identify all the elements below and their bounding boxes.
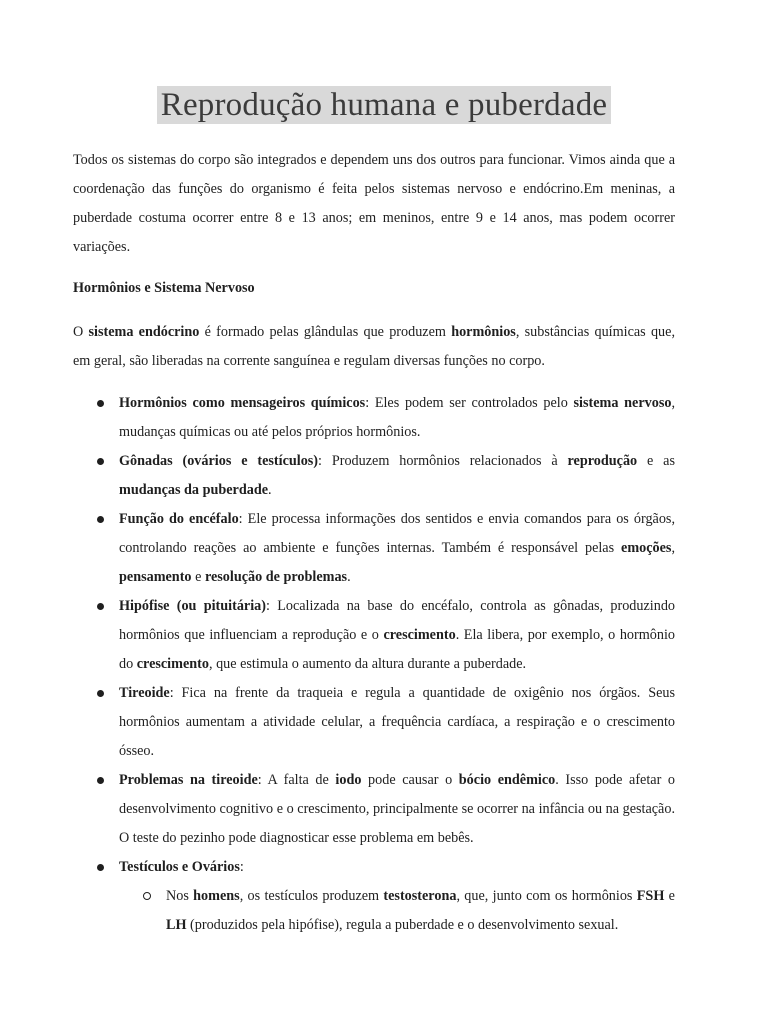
list-item bbox=[73, 447, 675, 505]
list-item bbox=[73, 592, 675, 679]
list-item bbox=[73, 505, 675, 592]
text-run: , os testículos produzem bbox=[239, 888, 384, 904]
list-item bbox=[73, 389, 675, 447]
sub-list bbox=[119, 882, 675, 940]
bold-run: testosterona bbox=[383, 888, 457, 904]
bold-run: sistema endócrino bbox=[88, 324, 200, 340]
bold-run: crescimento bbox=[136, 656, 209, 672]
hollow-bullet-icon bbox=[143, 892, 151, 900]
list-item bbox=[73, 853, 675, 940]
text-run: e bbox=[664, 888, 675, 904]
text-run: (produzidos pela hipófise), regula a puberdade e o desenvolvimento sexual. bbox=[186, 917, 619, 933]
bold-run: homens bbox=[193, 888, 240, 904]
sub-list-item bbox=[119, 882, 675, 940]
text-run: : Fica na frente da traqueia e regula a quantidade de oxigênio nos órgãos. Seus hormônios aumentam a atividade celular, a frequência cardíaca, a respiração e o crescimento ósseo. bbox=[119, 685, 675, 759]
bullet-list bbox=[73, 389, 675, 940]
bold-run: FSH bbox=[636, 888, 665, 904]
text-run: : Eles podem ser controlados pelo bbox=[365, 395, 574, 411]
text-run: é formado pelas glândulas que produzem bbox=[199, 324, 452, 340]
section-heading: Hormônios e Sistema Nervoso bbox=[73, 280, 255, 296]
bullet-icon bbox=[97, 400, 104, 407]
bold-run: sistema nervoso bbox=[573, 395, 672, 411]
text-run: pode causar o bbox=[361, 772, 459, 788]
bullet-icon bbox=[97, 864, 104, 871]
text-run: . bbox=[268, 482, 272, 498]
list-item bbox=[73, 679, 675, 766]
bold-run: Gônadas (ovários e testículos) bbox=[119, 453, 319, 469]
list-item bbox=[73, 766, 675, 853]
text-run: , bbox=[671, 540, 675, 556]
title-container bbox=[0, 86, 768, 124]
text-run: . Ela libera, por exemplo, o hormônio do bbox=[119, 627, 675, 672]
intro-paragraph: Todos os sistemas do corpo são integrados e dependem uns dos outros para funcionar. Vimos ainda que a coordenação das funções do organismo é feita pelos sistemas nervoso e endócrino.Em meninas, a puberdade costuma ocorrer entre 8 e 13 anos; em meninos, entre 9 e 14 anos, mas podem ocorrer variações. bbox=[73, 152, 675, 255]
text-run: e bbox=[191, 569, 205, 585]
text-run: : bbox=[239, 859, 244, 875]
bold-run: reprodução bbox=[567, 453, 638, 469]
text-run: , que, junto com os hormônios bbox=[456, 888, 637, 904]
bold-run: mudanças da puberdade bbox=[119, 482, 269, 498]
bullet-icon bbox=[97, 690, 104, 697]
bullet-icon bbox=[97, 603, 104, 610]
bold-run: pensamento bbox=[119, 569, 192, 585]
bold-run: Tireoide bbox=[119, 685, 170, 701]
text-run: . Isso pode afetar o desenvolvimento cognitivo e o crescimento, principalmente se ocorrer na infância ou na gestação. O teste do pezinho pode diagnosticar esse problema em bebês. bbox=[119, 772, 676, 846]
text-run: O bbox=[73, 324, 89, 340]
bold-run: Problemas na tireoide bbox=[119, 772, 258, 788]
bold-run: Testículos e Ovários bbox=[119, 859, 240, 875]
text-run: , substâncias químicas que, em geral, são liberadas na corrente sanguínea e regulam diversas funções no corpo. bbox=[73, 324, 675, 369]
bold-run: hormônios bbox=[451, 324, 516, 340]
bold-run: Função do encéfalo bbox=[119, 511, 239, 527]
bullet-icon bbox=[97, 516, 104, 523]
page-title: Reprodução humana e puberdade bbox=[157, 86, 612, 124]
bold-run: Hipófise (ou pituitária) bbox=[119, 598, 266, 614]
bold-run: resolução de problemas bbox=[204, 569, 348, 585]
bold-run: bócio endêmico bbox=[458, 772, 556, 788]
bold-run: LH bbox=[166, 917, 187, 933]
text-run: : Localizada na base do encéfalo, controla as gônadas, produzindo hormônios que influenciam a reprodução e o bbox=[119, 598, 676, 643]
endocrine-paragraph bbox=[73, 318, 675, 376]
text-run: , mudanças químicas ou até pelos próprios hormônios. bbox=[119, 395, 675, 440]
text-run: , que estimula o aumento da altura durante a puberdade. bbox=[208, 656, 527, 672]
bullet-icon bbox=[97, 777, 104, 784]
text-run: : A falta de bbox=[257, 772, 336, 788]
bold-run: Hormônios como mensageiros químicos bbox=[119, 395, 366, 411]
bold-run: crescimento bbox=[383, 627, 456, 643]
text-run: Nos bbox=[166, 888, 194, 904]
bold-run: emoções bbox=[621, 540, 672, 556]
text-run: : Ele processa informações dos sentidos e envia comandos para os órgãos, controlando reações ao ambiente e funções internas. Também é responsável pelas bbox=[119, 511, 675, 556]
bold-run: iodo bbox=[335, 772, 362, 788]
text-run: e as bbox=[637, 453, 675, 469]
bullet-icon bbox=[97, 458, 104, 465]
text-run: : Produzem hormônios relacionados à bbox=[318, 453, 568, 469]
text-run: . bbox=[347, 569, 351, 585]
